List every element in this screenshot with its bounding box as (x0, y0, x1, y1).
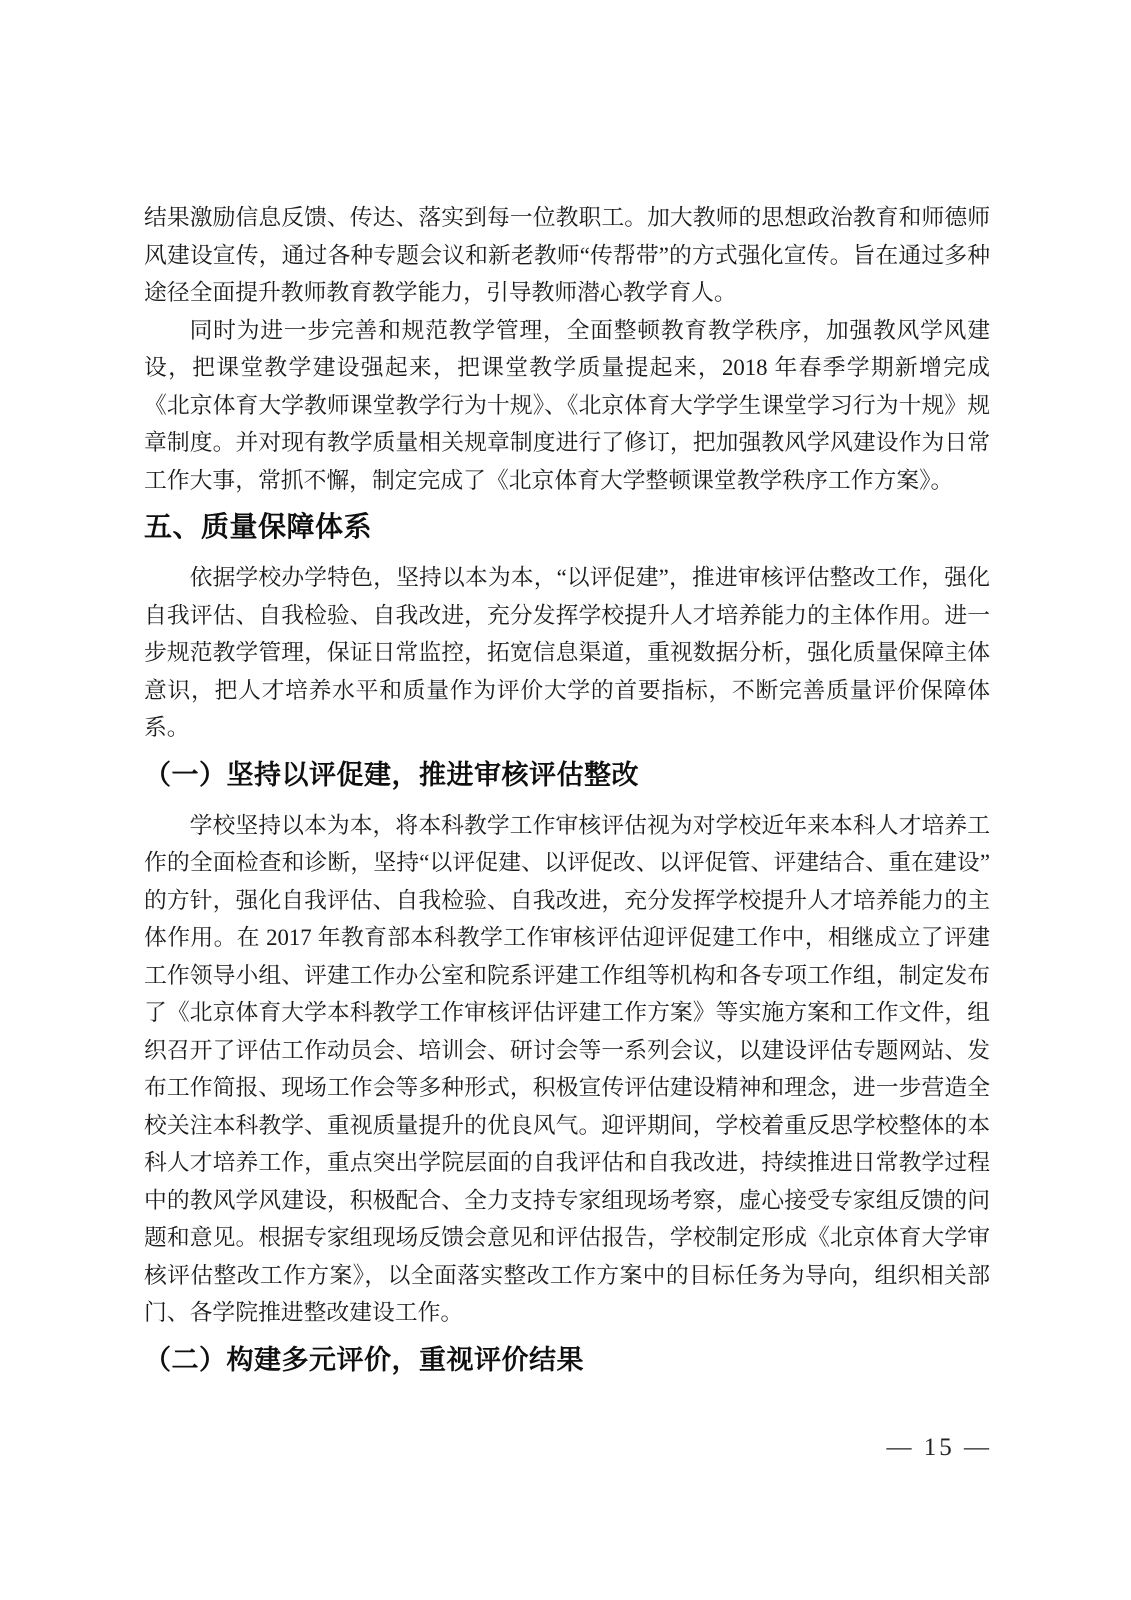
paragraph-teaching-management: 同时为进一步完善和规范教学管理，全面整顿教育教学秩序，加强教风学风建设，把课堂教学建设强起来，把课堂教学质量提起来，2018 年春季学期新增完成《北京体育大学教师课堂教学行为十规》、《北京体育大学学生课堂学习行为十规》规章制度。并对现有教学质量相关规章制度进行了修订，把加强教风学风建设作为日常工作大事，常抓不懈，制定完成了《北京体育大学整顿课堂教学秩序工作方案》。 (144, 317, 990, 493)
page-content (144, 199, 990, 1392)
paragraph-teacher-development-continuation: 结果激励信息反馈、传达、落实到每一位教职工。加大教师的思想政治教育和师德师风建设宣传，通过各种专题会议和新老教师“传帮带”的方式强化宣传。旨在通过多种途径全面提升教师教育教学能力，引导教师潜心教学育人。 (144, 205, 990, 305)
subsection-heading-evaluation-promote-construction: （一）坚持以评促建，推进审核评估整改 (144, 759, 639, 790)
paragraph-audit-evaluation-work: 学校坚持以本为本，将本科教学工作审核评估视为对学校近年来本科人才培养工作的全面检查和诊断，坚持“以评促建、以评促改、以评促管、评建结合、重在建设”的方针，强化自我评估、自我检验、自我改进，充分发挥学校提升人才培养能力的主体作用。在 2017 年教育部本科教学工作审核评估迎评促建工作中，相继成立了评建工作领导小组、评建工作办公室和院系评建工作组等机构和各专项工作组，制定发布了《北京体育大学本科教学工作审核评估评建工作方案》等实施方案和工作文件，组织召开了评估工作动员会、培训会、研讨会等一系列会议，以建设评估专题网站、发布工作简报、现场工作会等多种形式，积极宣传评估建设精神和理念，进一步营造全校关注本科教学、重视质量提升的优良风气。迎评期间，学校着重反思学校整体的本科人才培养工作，重点突出学院层面的自我评估和自我改进，持续推进日常教学过程中的教风学风建设，积极配合、全力支持专家组现场考察，虚心接受专家组反馈的问题和意见。根据专家组现场反馈会意见和评估报告，学校制定形成《北京体育大学审核评估整改工作方案》，以全面落实整改工作方案中的目标任务为导向，组织相关部门、各学院推进整改建设工作。 (144, 812, 990, 1325)
paragraph-quality-assurance-intro: 依据学校办学特色，坚持以本为本，“以评促建”，推进审核评估整改工作，强化自我评估、自我检验、自我改进，充分发挥学校提升人才培养能力的主体作用。进一步规范教学管理，保证日常监控，拓宽信息渠道，重视数据分析，强化质量保障主体意识，把人才培养水平和质量作为评价大学的首要指标，不断完善质量评价保障体系。 (144, 565, 990, 740)
subsection-heading-diverse-evaluation: （二）构建多元评价，重视评价结果 (144, 1344, 584, 1375)
section-heading-quality-assurance-system: 五、质量保障体系 (144, 511, 373, 542)
page-number: — 15 — (886, 1434, 992, 1461)
